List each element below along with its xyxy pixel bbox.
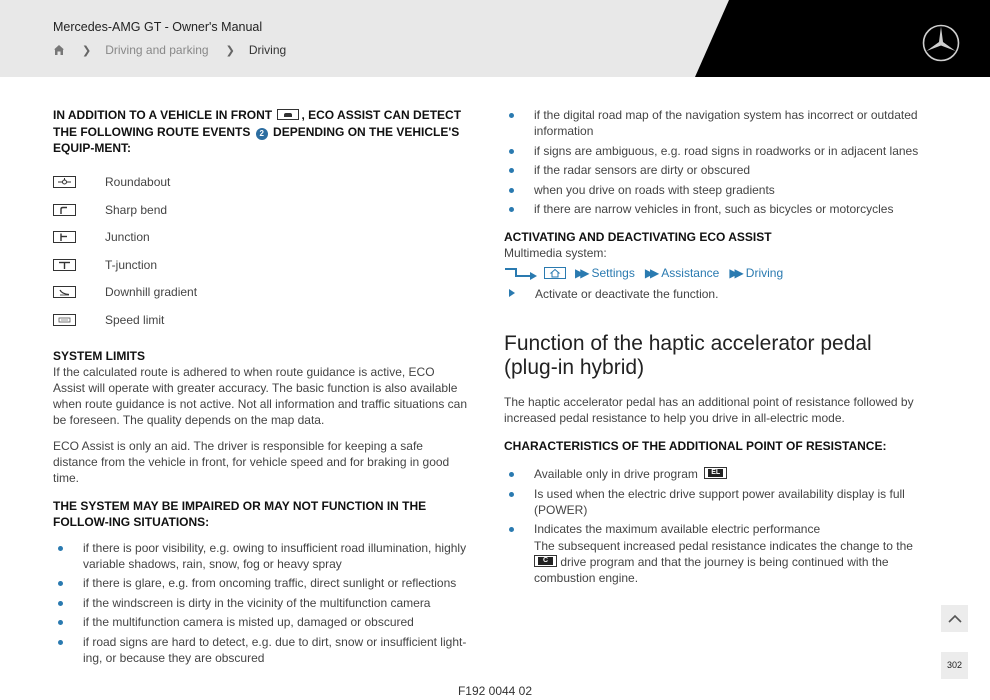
list-item: if there is poor visibility, e.g. owing to insufficient road illumination, highly variable shadows, rain, snow, fog or heavy spray	[53, 540, 467, 572]
event-label: Junction	[105, 230, 150, 245]
breadcrumb	[53, 43, 286, 57]
sharp-bend-icon	[53, 204, 76, 216]
roundabout-icon	[53, 176, 76, 188]
system-limits-text: If the calculated route is adhered to when route guidance is active, ECO Assist will operate with greater accuracy. The basic function is also available when route guidance is not active. Not all information and traffic situations can be foreseen. The quality depends on the map data.	[53, 364, 468, 427]
el-badge-text: EL	[708, 469, 723, 477]
nav-step-driving[interactable]: Driving	[745, 266, 784, 280]
home-icon[interactable]	[53, 44, 65, 56]
list-item: when you drive on roads with steep gradients	[504, 182, 924, 198]
event-label: Sharp bend	[105, 202, 168, 217]
t-junction-icon	[53, 259, 76, 271]
characteristics-subtext	[504, 538, 924, 586]
list-item	[53, 306, 467, 334]
callout-number-badge: 2	[256, 128, 268, 140]
list-item: if there is glare, e.g. from oncoming traffic, direct sunlight or reflections	[53, 575, 467, 591]
list-item: if the digital road map of the navigation system has incorrect or outdated information	[504, 107, 924, 139]
event-label: Speed limit	[105, 312, 165, 327]
document-code: F192 0044 02	[457, 684, 533, 698]
action-step: Activate or deactivate the function.	[504, 286, 924, 302]
list-item	[504, 466, 924, 482]
c-badge-text: C	[538, 557, 553, 565]
double-chevron-icon: ▶▶	[729, 266, 740, 280]
route-events-intro	[53, 107, 467, 157]
activating-title: ACTIVATING AND DEACTIVATING ECO ASSIST	[504, 230, 772, 244]
list-item: Indicates the maximum available electric performance	[504, 521, 924, 537]
list-item	[53, 224, 467, 252]
chevron-right-icon: ❯	[82, 44, 92, 57]
manual-title: Mercedes-AMG GT - Owner's Manual	[53, 20, 263, 34]
home-button-icon[interactable]	[544, 267, 566, 279]
breadcrumb-current: Driving	[248, 43, 287, 57]
impaired-list-continued	[504, 107, 924, 217]
list-item: if there are narrow vehicles in front, such as bicycles or motorcycles	[504, 201, 924, 217]
scroll-to-top-button[interactable]	[941, 605, 968, 632]
list-item: if the windscreen is dirty in the vicinity of the multifunction camera	[53, 595, 467, 611]
list-item: if the radar sensors are dirty or obscured	[504, 162, 924, 178]
characteristics-list	[504, 466, 924, 537]
electric-mode-badge-icon	[704, 467, 727, 479]
vehicle-in-front-icon	[277, 109, 299, 120]
characteristics-title: CHARACTERISTICS OF THE ADDITIONAL POINT OF RESISTANCE:	[504, 439, 887, 453]
route-events-list	[53, 169, 467, 334]
event-label: Downhill gradient	[105, 285, 198, 300]
speed-limit-icon	[53, 314, 76, 326]
haptic-pedal-title: Function of the haptic accelerator pedal (plug-in hybrid)	[504, 332, 872, 379]
list-item	[53, 169, 467, 197]
page-number: 302	[941, 652, 968, 679]
list-item: if the multifunction camera is misted up, damaged or obscured	[53, 614, 467, 630]
haptic-intro: The haptic accelerator pedal has an additional point of resistance followed by increased pedal resistance to help you drive in all-electric mode.	[504, 395, 914, 425]
downhill-gradient-icon	[53, 286, 76, 298]
chevron-up-icon	[948, 614, 962, 623]
char-sub-text-2: drive program and that the journey is being continued with the combustion engine.	[534, 555, 889, 585]
aid-text: ECO Assist is only an aid. The driver is responsible for keeping a safe distance from the vehicle in front, for vehicle speed and for braking in good time.	[53, 438, 450, 485]
list-item: if road signs are hard to detect, e.g. due to dirt, snow or insufficient light-ing, or because they are obscured	[53, 634, 467, 666]
intro-text-b: , ECO ASSIST CAN DETECT THE FOLLOWING ROUTE EVENTS	[53, 108, 462, 139]
impaired-list	[53, 540, 467, 666]
chevron-right-icon: ❯	[225, 44, 235, 57]
list-item	[53, 196, 467, 224]
navigation-arrow-icon	[504, 266, 538, 280]
mercedes-star-logo	[922, 24, 960, 62]
list-item: if signs are ambiguous, e.g. road signs in roadworks or in adjacent lanes	[504, 143, 924, 159]
nav-step-assistance[interactable]: Assistance	[661, 266, 720, 280]
multimedia-label: Multimedia system:	[504, 246, 607, 260]
breadcrumb-link-driving-and-parking[interactable]: Driving and parking	[105, 43, 209, 57]
nav-step-settings[interactable]: Settings	[591, 266, 635, 280]
list-item	[53, 251, 467, 279]
intro-text-c: DEPENDING ON THE VEHICLE'S EQUIP-MENT:	[53, 124, 460, 155]
char-text: Available only in drive program	[534, 467, 698, 481]
impaired-title: THE SYSTEM MAY BE IMPAIRED OR MAY NOT FUNCTION IN THE FOLLOW-ING SITUATIONS:	[53, 498, 427, 529]
list-item: Is used when the electric drive support power availability display is full (POWER)	[504, 486, 924, 518]
comfort-mode-badge-icon	[534, 555, 557, 567]
event-label: Roundabout	[105, 175, 171, 190]
event-label: T-junction	[105, 257, 158, 272]
char-sub-text-1: The subsequent increased pedal resistance indicates the change to the	[534, 539, 913, 553]
list-item	[53, 279, 467, 307]
right-column	[504, 107, 924, 586]
double-chevron-icon: ▶▶	[575, 266, 586, 280]
system-limits-title: SYSTEM LIMITS	[53, 348, 146, 363]
junction-icon	[53, 231, 76, 243]
left-column	[53, 107, 467, 669]
intro-text-a: IN ADDITION TO A VEHICLE IN FRONT	[53, 108, 273, 122]
navigation-path	[504, 265, 924, 281]
double-chevron-icon: ▶▶	[644, 266, 656, 280]
